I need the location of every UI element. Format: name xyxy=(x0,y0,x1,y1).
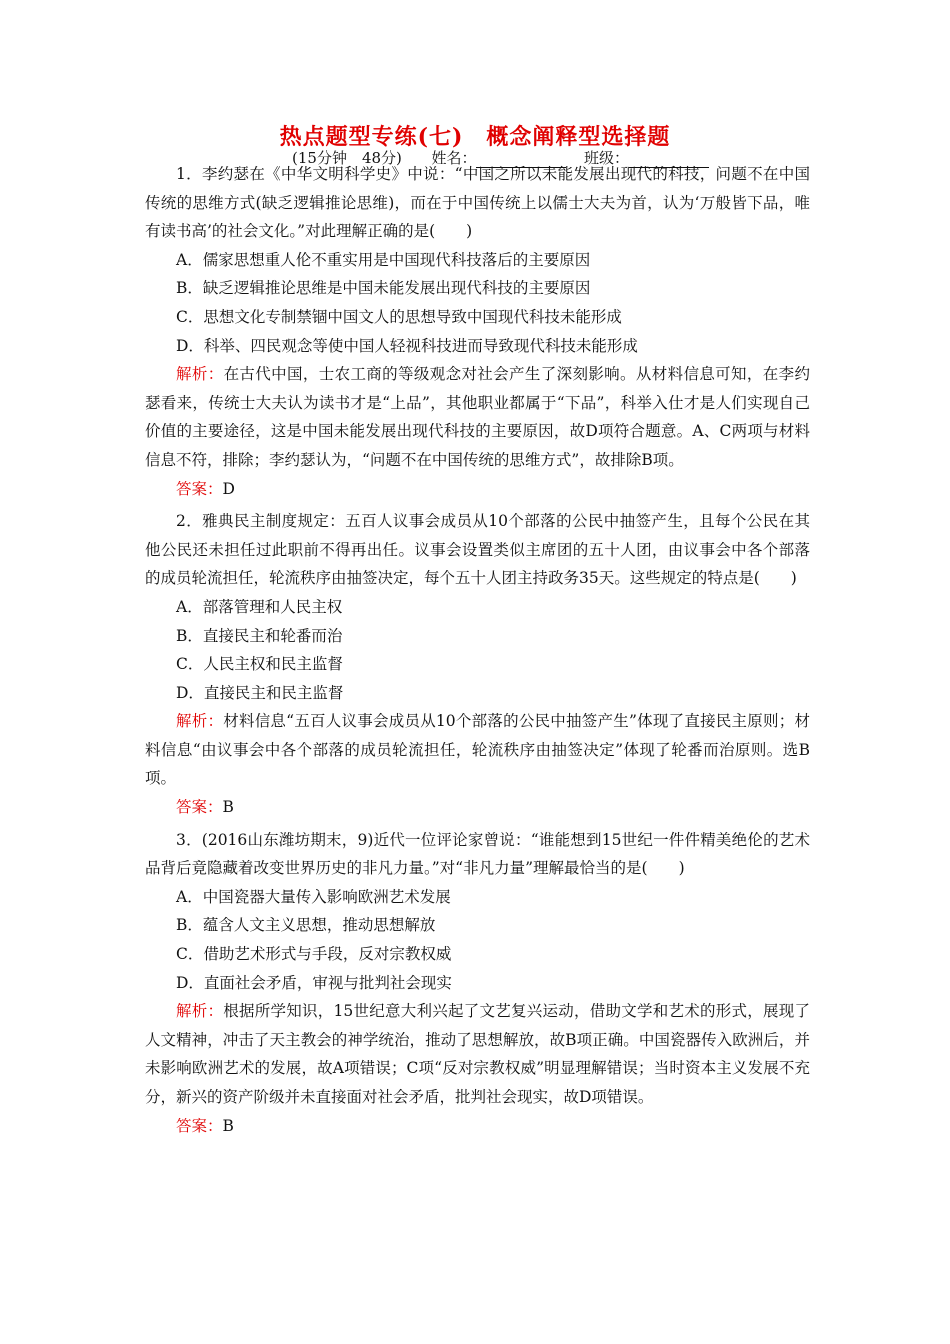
option-c: C．思想文化专制禁锢中国文人的思想导致中国现代科技未能形成 xyxy=(176,307,622,326)
option-b: B．直接民主和轮番而治 xyxy=(176,626,343,645)
time-score: (15分钟 48分) xyxy=(292,149,402,167)
name-label: 姓名： xyxy=(431,149,477,167)
class-label: 班级： xyxy=(584,149,630,167)
answer-value: D xyxy=(222,479,235,498)
question-2 xyxy=(145,507,810,822)
analysis-text: 根据所学知识，15世纪意大利兴起了文艺复兴运动，借助文学和艺术的形式，展现了人文精神，冲击了天主教会的神学统治，推动了思想解放，故B项正确。中国瓷器传入欧洲后，并未影响欧洲艺术的发展，故A项错误；C项“反对宗教权威”明显理解错误；当时资本主义发展不充分，新兴的资产阶级并未直接面对社会矛盾，批判社会现实，故D项错误。 xyxy=(145,1002,810,1106)
analysis xyxy=(145,360,810,474)
answer xyxy=(145,793,810,822)
document-title: 热点题型专练(七) 概念阐释型选择题 xyxy=(279,124,671,150)
option-d: D．科举、四民观念等使中国人轻视科技进而导致现代科技未能形成 xyxy=(176,336,638,355)
option-d: D．直面社会矛盾，审视与批判社会现实 xyxy=(176,973,452,992)
answer-label: 答案： xyxy=(176,1116,223,1135)
question-stem: 1．李约瑟在《中华文明科学史》中说：“中国之所以未能发展出现代的科技，问题不在中国传统的思维方式(缺乏逻辑推论思维)，而在于中国传统上以儒士大夫为首，认为‘万般皆下品，唯有读书高’的社会文化。”对此理解正确的是( ) xyxy=(145,165,810,241)
analysis-label: 解析： xyxy=(176,712,224,731)
option-b: B．蕴含人文主义思想，推动思想解放 xyxy=(176,916,436,935)
answer xyxy=(145,475,810,504)
answer-value: B xyxy=(222,1116,234,1135)
answer xyxy=(145,1112,810,1141)
question-stem: 2．雅典民主制度规定：五百人议事会成员从10个部落的公民中抽签产生，且每个公民在其他公民还未担任过此职前不得再出任。议事会设置类似主席团的五十人团，由议事会中各个部落的成员轮流担任，轮流秩序由抽签决定，每个五十人团主持政务35天。这些规定的特点是( ) xyxy=(145,512,810,588)
analysis-text: 在古代中国，士农工商的等级观念对社会产生了深刻影响。从材料信息可知，在李约瑟看来，传统士大夫认为读书才是“上品”，其他职业都属于“下品”，科举入仕才是人们实现自己价值的主要途径，这是中国未能发展出现代科技的主要原因，故D项符合题意。A、C两项与材料信息不符，排除；李约瑟认为，“问题不在中国传统的思维方式”，故排除B项。 xyxy=(145,365,810,469)
question-stem: 3．(2016山东潍坊期末，9)近代一位评论家曾说：“谁能想到15世纪一件件精美绝伦的艺术品背后竟隐藏着改变世界历史的非凡力量。”对“非凡力量”理解最恰当的是( ) xyxy=(145,830,810,878)
option-a: A．中国瓷器大量传入影响欧洲艺术发展 xyxy=(176,887,451,906)
option-a: A．部落管理和人民主权 xyxy=(176,597,343,616)
option-c: C．人民主权和民主监督 xyxy=(176,655,343,674)
question-list xyxy=(145,160,810,1144)
option-a: A．儒家思想重人伦不重实用是中国现代科技落后的主要原因 xyxy=(176,250,591,269)
option-c: C．借助艺术形式与手段，反对宗教权威 xyxy=(176,945,452,964)
answer-value: B xyxy=(222,798,234,817)
option-d: D．直接民主和民主监督 xyxy=(176,683,344,702)
analysis-text: 材料信息“五百人议事会成员从10个部落的公民中抽签产生”体现了直接民主原则；材料信息“由议事会中各个部落的成员轮流担任，轮流秩序由抽签决定”体现了轮番而治原则。选B项。 xyxy=(145,712,810,788)
analysis-label: 解析： xyxy=(176,365,224,384)
answer-label: 答案： xyxy=(176,479,223,498)
question-3 xyxy=(145,826,810,1141)
answer-label: 答案： xyxy=(176,798,223,817)
option-b: B．缺乏逻辑推论思维是中国未能发展出现代科技的主要原因 xyxy=(176,279,591,298)
analysis xyxy=(145,707,810,793)
analysis xyxy=(145,997,810,1111)
analysis-label: 解析： xyxy=(176,1002,224,1021)
question-1 xyxy=(145,160,810,503)
